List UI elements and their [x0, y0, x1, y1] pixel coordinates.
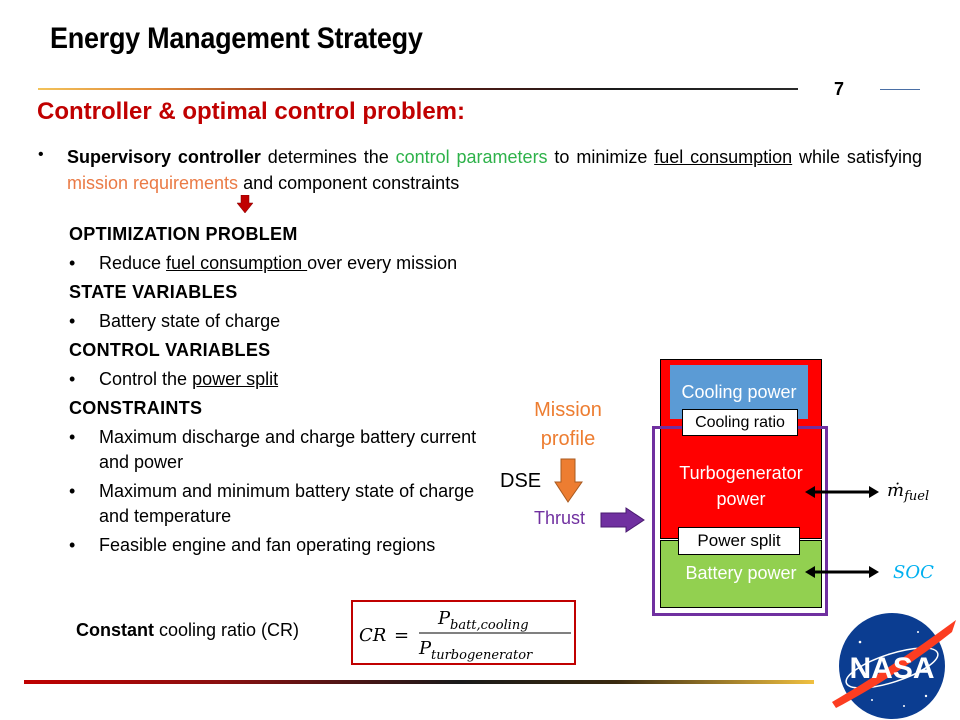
control-pre: Control the: [99, 368, 193, 389]
intro-bold-lead: Supervisory controller: [67, 147, 261, 167]
constraint-item: • Feasible engine and fan operating regions: [69, 533, 509, 559]
soc-double-arrow-icon: [804, 563, 880, 581]
equation-svg: [353, 602, 574, 663]
cooling-ratio-equation: [351, 600, 576, 665]
mission-profile-label: Mission profile: [534, 399, 602, 450]
intro-bullet: •: [38, 146, 44, 163]
cooling-ratio-box: Cooling ratio: [682, 409, 798, 436]
title-divider: [38, 88, 798, 90]
footer-divider: [24, 680, 814, 684]
thrust-label: Thrust: [534, 508, 586, 528]
mfuel-sub: fuel: [904, 489, 930, 504]
optimization-item: [69, 251, 509, 277]
intro-control-parameters: control parameters: [395, 147, 548, 167]
control-power-split: power split: [192, 368, 279, 389]
eq-num-p: P: [438, 608, 451, 629]
down-arrow-icon: [236, 195, 254, 215]
state-heading: STATE VARIABLES: [69, 282, 238, 302]
section-subtitle: Controller & optimal control problem:: [37, 98, 466, 125]
nasa-logo-text: NASA: [849, 652, 935, 685]
fuel-double-arrow-icon: [804, 483, 880, 501]
mfuel-m: ṁ: [887, 480, 905, 501]
constraint-item: • Maximum and minimum battery state of charge and temperature: [69, 479, 509, 530]
turbogenerator-power-label: Turbogenerator power: [679, 463, 803, 509]
cooling-power-block: Cooling power: [670, 365, 808, 419]
slide-title: Energy Management Strategy: [50, 22, 423, 55]
battery-power-label: Battery power: [685, 563, 797, 583]
intro-text-4: and component constraints: [238, 173, 460, 193]
mission-down-arrow-icon: [554, 458, 584, 504]
optimization-pre: Reduce: [99, 252, 167, 273]
control-heading: CONTROL VARIABLES: [69, 340, 271, 360]
optimization-post: over every mission: [307, 252, 458, 273]
nasa-logo: [830, 610, 960, 720]
problem-definition: [69, 218, 509, 558]
constraint-item: • Maximum discharge and charge battery current and power: [69, 425, 509, 476]
intro-paragraph: [67, 144, 922, 196]
eq-den-sub: turbogenerator: [431, 648, 533, 663]
thrust-arrow-icon: [600, 507, 646, 533]
control-item: [69, 367, 509, 393]
page-number: 7: [834, 79, 845, 99]
eq-lhs: CR: [359, 625, 387, 646]
state-item: • Battery state of charge: [69, 309, 509, 335]
page-number-line: [880, 89, 920, 90]
intro-text-3: while satisfying: [792, 147, 922, 167]
optimization-heading: OPTIMIZATION PROBLEM: [69, 224, 298, 244]
intro-text-2: to minimize: [547, 147, 655, 167]
dse-boundary: [652, 426, 828, 616]
intro-fuel-consumption: fuel consumption: [654, 147, 793, 167]
intro-mission-requirements: mission requirements: [67, 173, 239, 193]
eq-equals: =: [394, 625, 410, 646]
power-split-box: Power split: [678, 527, 800, 555]
cooling-ratio-bold: Constant: [76, 620, 154, 640]
cooling-ratio-label: [76, 620, 299, 641]
dse-label: DSE: [500, 470, 542, 492]
eq-den-p: P: [419, 638, 432, 659]
optimization-fuel-consumption: fuel consumption: [166, 252, 308, 273]
constraints-heading: CONSTRAINTS: [69, 398, 203, 418]
intro-text-1: determines the: [260, 147, 396, 167]
soc-label: SOC: [893, 562, 934, 583]
mfuel-label: [887, 480, 930, 504]
cooling-ratio-text: cooling ratio (CR): [154, 620, 300, 640]
eq-num-sub: batt,cooling: [450, 618, 529, 633]
